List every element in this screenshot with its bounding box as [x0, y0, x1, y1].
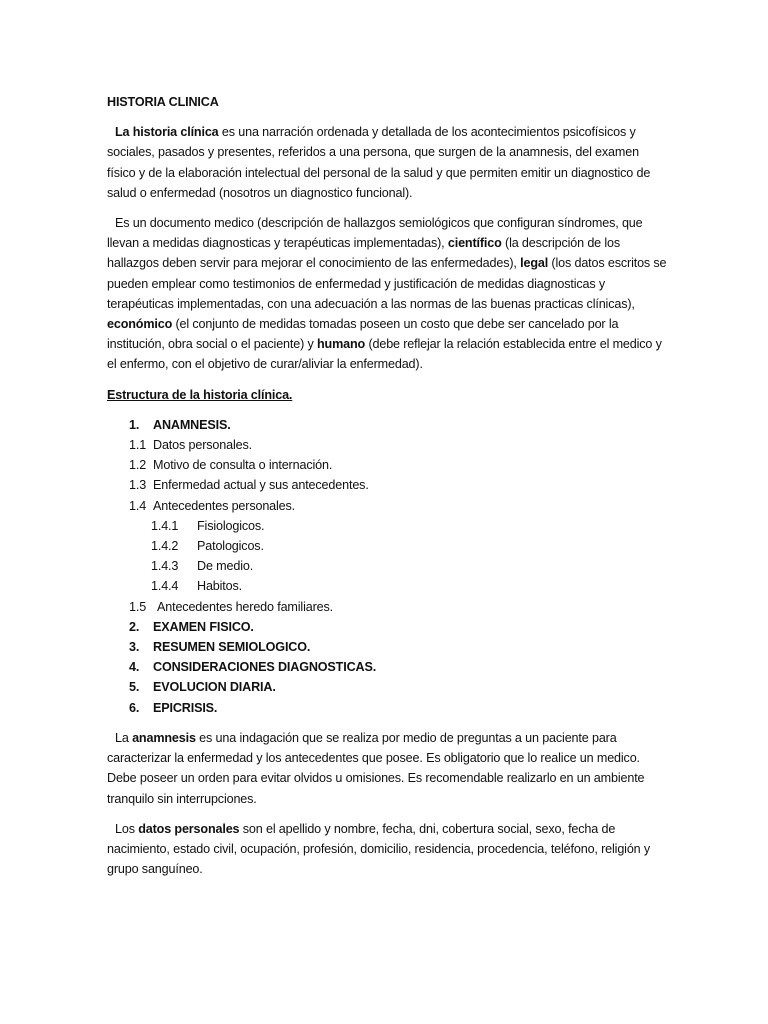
bold-term: económico: [107, 317, 173, 332]
outline-item: [107, 637, 667, 657]
outline-item-number: 1.5: [129, 599, 147, 614]
outline-item-number: 1.4.1: [151, 518, 179, 533]
outline-item-label: Fisiologicos.: [197, 518, 265, 533]
paragraph-text: Es un documento: [115, 216, 215, 231]
outline-item-number: 5.: [129, 680, 140, 695]
outline-item-label: Patologicos.: [197, 539, 264, 554]
paragraph-text: La: [115, 730, 133, 745]
paragraph-personal-data: [107, 819, 667, 880]
section-title: Estructura de la historia clínica.: [107, 387, 293, 402]
outline-item: [107, 415, 667, 435]
outline-item-number: 1.2: [129, 458, 147, 473]
outline-item-label: Datos personales.: [153, 438, 252, 453]
outline-item: [107, 657, 667, 677]
outline-item: [107, 698, 667, 718]
outline-item: [107, 516, 667, 536]
document-title: HISTORIA CLINICA: [107, 95, 219, 109]
outline-item: [107, 597, 667, 617]
outline-item: [107, 576, 667, 596]
outline-item-number: 1.4: [129, 498, 147, 513]
bold-term: legal: [520, 256, 549, 271]
paragraph-text: son el apellido y nombre, fecha, dni, cobertura social, sexo, fecha de nacimiento, estado civil, ocupación, profesión, domicilio, residencia, procedencia, teléfono, religión y grupo sanguíneo.: [107, 821, 651, 877]
paragraph-anamnesis: [107, 728, 667, 809]
outline-item-number: 1.: [129, 417, 140, 432]
document-page: [107, 92, 667, 889]
outline-item-number: 1.4.3: [151, 559, 179, 574]
outline-item-label: Antecedentes personales.: [153, 498, 296, 513]
outline-item: [107, 496, 667, 516]
paragraph-text: (debe reflejar la relación establecida entre el medico y el enfermo, con el objetivo de curar/aliviar la enfermedad).: [107, 337, 662, 372]
outline-item-number: 6.: [129, 700, 140, 715]
outline-item: [107, 455, 667, 475]
outline-item-label: RESUMEN SEMIOLOGICO.: [153, 640, 311, 655]
bold-term: humano: [317, 337, 366, 352]
outline-item-label: CONSIDERACIONES DIAGNOSTICAS.: [153, 660, 377, 675]
outline-item-number: 4.: [129, 660, 140, 675]
outline-item-label: Habitos.: [197, 579, 242, 594]
outline-item-label: EVOLUCION DIARIA.: [153, 680, 276, 695]
bold-term: anamnesis: [132, 730, 196, 745]
outline-item: [107, 475, 667, 495]
outline-item: [107, 556, 667, 576]
outline-item-number: 1.1: [129, 438, 147, 453]
outline-item: [107, 536, 667, 556]
paragraph-definition: [107, 122, 667, 203]
paragraph-text: (los datos escritos se pueden emplear como testimonios de enfermedad y justificación de medidas diagnosticas y terapéuticas implementadas, con una adecuación a las normas de las buenas practicas clínicas),: [107, 256, 667, 311]
outline-item-number: 1.4.2: [151, 539, 179, 554]
bold-term: científico: [447, 236, 502, 251]
paragraph-text: medico: [214, 216, 254, 231]
outline-item-label: Enfermedad actual y sus antecedentes.: [153, 478, 369, 493]
outline-item-number: 1.3: [129, 478, 147, 493]
paragraph-text: es una indagación que se realiza por medio de preguntas a un paciente para caracterizar la enfermedad y los antecedentes que posee. Es obligatorio que lo realice un medico. Debe poseer un orden para evitar olvidos u omisiones. Es recomendable realizarlo en un ambiente tranquilo sin interrupciones.: [107, 730, 645, 806]
outline-item-label: ANAMNESIS.: [153, 417, 231, 432]
bold-term: datos personales: [138, 821, 240, 836]
paragraph-text: (descripción de hallazgos semiológicos que configuran síndromes, que llevan a medidas diagnosticas y terapéuticas implementadas),: [107, 216, 643, 251]
outline-item: [107, 617, 667, 637]
outline-item-label: EXAMEN FISICO.: [153, 619, 254, 634]
outline-item-number: 1.4.4: [151, 579, 179, 594]
paragraph-text: Los: [115, 821, 139, 836]
outline-item-label: Motivo de consulta o internación.: [153, 458, 333, 473]
paragraph-text: (el conjunto de medidas tomadas poseen un costo que debe ser cancelado por la institución, obra social o el paciente) y: [107, 317, 619, 352]
outline-item-number: 2.: [129, 619, 140, 634]
outline-item-number: 3.: [129, 640, 140, 655]
outline-item: [107, 677, 667, 697]
bold-term: La historia clínica: [115, 125, 219, 140]
paragraph-document-types: [107, 213, 667, 375]
outline-item-label: EPICRISIS.: [153, 700, 218, 715]
paragraph-text: (la descripción de los hallazgos deben servir para mejorar el conocimiento de las enfermedades),: [107, 236, 621, 271]
paragraph-text: es una narración ordenada y detallada de los acontecimientos psicofísicos y sociales, pasados y presentes, referidos a una persona, que surgen de la anamnesis, del examen físico y de la elaboración intelectual del personal de la salud y que permiten emitir un diagnostico de salud o enfermedad (nosotros un diagnostico funcional).: [107, 125, 651, 200]
outline-item: [107, 435, 667, 455]
outline-item-label: De medio.: [197, 559, 254, 574]
outline-item-label: Antecedentes heredo familiares.: [157, 599, 333, 614]
structure-outline: [107, 415, 667, 718]
